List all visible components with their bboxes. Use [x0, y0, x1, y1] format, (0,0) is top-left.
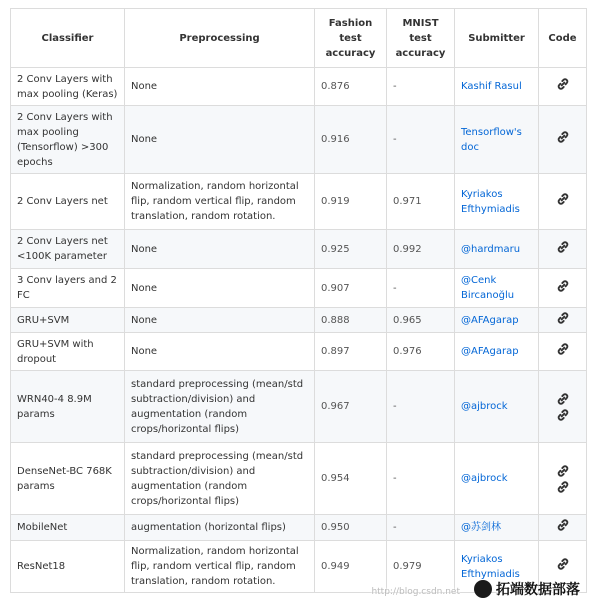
link-icon[interactable] [556, 192, 570, 206]
cell-code [539, 174, 587, 230]
header-submitter: Submitter [455, 9, 539, 68]
table-row [11, 230, 587, 269]
cell-preprocessing: standard preprocessing (mean/std subtraction/division) and augmentation (random crops/horizontal flips) [125, 371, 315, 443]
submitter-link[interactable]: Kyriakos Efthymiadis [461, 188, 520, 215]
cell-submitter [455, 443, 539, 515]
submitter-link[interactable]: Tensorflow's doc [461, 126, 522, 153]
cell-mnist-accuracy: - [387, 68, 455, 106]
watermark-logo-icon [474, 580, 492, 598]
submitter-link[interactable]: Kashif Rasul [461, 81, 522, 92]
watermark-text: 拓端数据部落 [496, 582, 580, 598]
submitter-link[interactable]: @ajbrock [461, 401, 508, 412]
cell-submitter [455, 174, 539, 230]
cell-code [539, 333, 587, 371]
cell-fashion-accuracy: 0.925 [315, 230, 387, 269]
submitter-link[interactable]: @ajbrock [461, 473, 508, 484]
cell-fashion-accuracy: 0.907 [315, 269, 387, 308]
link-icon[interactable] [556, 130, 570, 144]
link-icon[interactable] [556, 392, 570, 406]
submitter-link[interactable]: Kyriakos Efthymiadis [461, 553, 520, 580]
cell-submitter [455, 106, 539, 174]
submitter-link[interactable]: @AFAgarap [461, 314, 519, 326]
cell-mnist-accuracy: - [387, 443, 455, 515]
cell-code [539, 68, 587, 106]
benchmark-table [10, 8, 587, 593]
cell-submitter [455, 230, 539, 269]
cell-submitter [455, 68, 539, 106]
cell-code [539, 308, 587, 333]
link-icon[interactable] [556, 518, 570, 532]
header-classifier: Classifier [11, 9, 125, 68]
link-icon[interactable] [556, 240, 570, 254]
cell-mnist-accuracy: - [387, 515, 455, 541]
header-fashion-line3: accuracy [325, 47, 376, 59]
leaderboard-table-container [10, 8, 586, 593]
table-row [11, 515, 587, 541]
header-mnist-line3: accuracy [395, 47, 446, 59]
link-icon[interactable] [556, 311, 570, 325]
link-icon[interactable] [556, 77, 570, 91]
cell-submitter [455, 333, 539, 371]
cell-code [539, 371, 587, 443]
submitter-link[interactable]: @AFAgarap [461, 346, 519, 357]
cell-mnist-accuracy: - [387, 371, 455, 443]
cell-preprocessing: augmentation (horizontal flips) [125, 515, 315, 541]
cell-code [539, 269, 587, 308]
cell-mnist-accuracy: - [387, 269, 455, 308]
cell-preprocessing: None [125, 269, 315, 308]
link-icon[interactable] [556, 464, 570, 478]
submitter-link[interactable]: @苏剑林 [461, 522, 501, 533]
watermark-url: http://blog.csdn.net [371, 587, 460, 597]
link-icon[interactable] [556, 557, 570, 571]
cell-code [539, 230, 587, 269]
cell-fashion-accuracy: 0.916 [315, 106, 387, 174]
cell-classifier: GRU+SVM [11, 308, 125, 333]
cell-code [539, 515, 587, 541]
submitter-link[interactable]: @hardmaru [461, 243, 521, 255]
cell-classifier: ResNet18 [11, 541, 125, 593]
cell-fashion-accuracy: 0.897 [315, 333, 387, 371]
cell-code [539, 106, 587, 174]
table-row [11, 443, 587, 515]
cell-submitter [455, 515, 539, 541]
table-body [11, 68, 587, 593]
cell-submitter [455, 269, 539, 308]
cell-preprocessing: None [125, 230, 315, 269]
link-icon[interactable] [556, 279, 570, 293]
table-row [11, 371, 587, 443]
table-row [11, 269, 587, 308]
table-row [11, 68, 587, 106]
cell-fashion-accuracy: 0.876 [315, 68, 387, 106]
cell-classifier: 2 Conv Layers net [11, 174, 125, 230]
cell-mnist-accuracy: 0.971 [387, 174, 455, 230]
header-mnist-line2: test [409, 32, 432, 44]
submitter-link[interactable]: @Cenk Bircanoğlu [461, 275, 515, 301]
cell-classifier: 2 Conv Layers with max pooling (Tensorflow) >300 epochs [11, 106, 125, 174]
cell-mnist-accuracy: - [387, 106, 455, 174]
table-row [11, 174, 587, 230]
link-icon[interactable] [556, 408, 570, 422]
cell-submitter [455, 308, 539, 333]
table-header-row [11, 9, 587, 68]
header-mnist-accuracy [387, 9, 455, 68]
cell-mnist-accuracy: 0.979 [387, 541, 455, 593]
cell-classifier: 2 Conv Layers net <100K parameter [11, 230, 125, 269]
table-row [11, 308, 587, 333]
cell-preprocessing: standard preprocessing (mean/std subtraction/division) and augmentation (random crops/horizontal flips) [125, 443, 315, 515]
cell-mnist-accuracy: 0.992 [387, 230, 455, 269]
header-mnist-line1: MNIST [402, 17, 439, 29]
cell-mnist-accuracy: 0.965 [387, 308, 455, 333]
cell-fashion-accuracy: 0.919 [315, 174, 387, 230]
table-row [11, 333, 587, 371]
cell-classifier: 3 Conv layers and 2 FC [11, 269, 125, 308]
cell-fashion-accuracy: 0.949 [315, 541, 387, 593]
table-row [11, 106, 587, 174]
header-preprocessing: Preprocessing [125, 9, 315, 68]
cell-classifier: GRU+SVM with dropout [11, 333, 125, 371]
header-fashion-accuracy [315, 9, 387, 68]
cell-mnist-accuracy: 0.976 [387, 333, 455, 371]
link-icon[interactable] [556, 342, 570, 356]
cell-classifier: 2 Conv Layers with max pooling (Keras) [11, 68, 125, 106]
cell-preprocessing: Normalization, random horizontal flip, random vertical flip, random translation, random rotation. [125, 541, 315, 593]
cell-classifier: WRN40-4 8.9M params [11, 371, 125, 443]
header-code: Code [539, 9, 587, 68]
header-fashion-line1: Fashion [328, 17, 373, 29]
header-fashion-line2: test [339, 32, 362, 44]
cell-submitter [455, 371, 539, 443]
cell-preprocessing: None [125, 308, 315, 333]
cell-classifier: MobileNet [11, 515, 125, 541]
cell-preprocessing: None [125, 333, 315, 371]
cell-classifier: DenseNet-BC 768K params [11, 443, 125, 515]
link-icon[interactable] [556, 480, 570, 494]
watermark [371, 579, 580, 599]
cell-fashion-accuracy: 0.954 [315, 443, 387, 515]
cell-fashion-accuracy: 0.888 [315, 308, 387, 333]
cell-preprocessing: None [125, 106, 315, 174]
cell-preprocessing: Normalization, random horizontal flip, random vertical flip, random translation, random rotation. [125, 174, 315, 230]
cell-fashion-accuracy: 0.967 [315, 371, 387, 443]
cell-fashion-accuracy: 0.950 [315, 515, 387, 541]
cell-code [539, 443, 587, 515]
cell-preprocessing: None [125, 68, 315, 106]
